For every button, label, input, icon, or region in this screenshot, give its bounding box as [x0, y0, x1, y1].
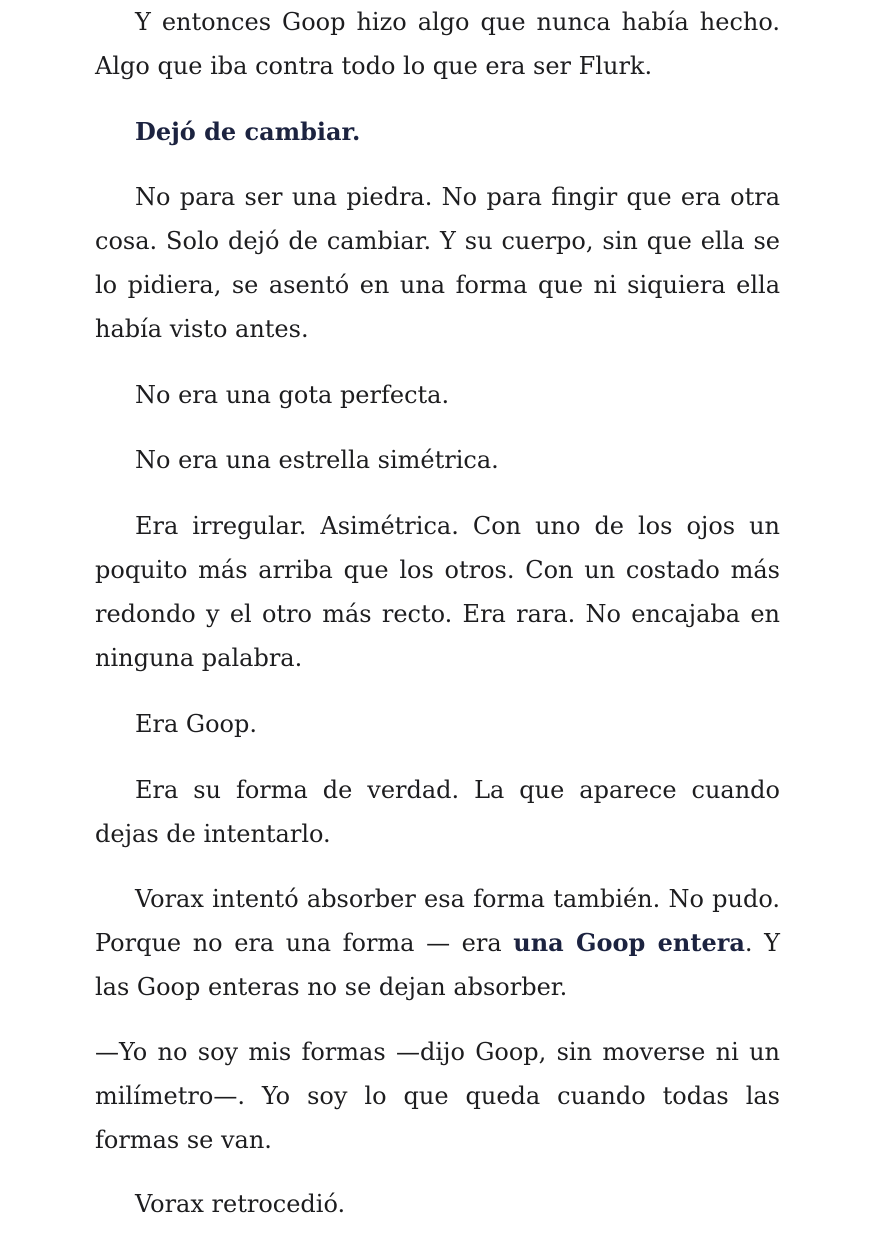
paragraph-9-text-start: Vorax intentó absorber esa forma también. No pudo. Porque no era una forma — era: [95, 885, 780, 957]
paragraph-8: Era su forma de verdad. La que aparece cuando dejas de intentarlo.: [95, 776, 780, 848]
paragraph-3: No para ser una piedra. No para fingir que era otra cosa. Solo dejó de cambiar. Y su cuerpo, sin que ella se lo pidiera, se asentó en una forma que ni siquiera ella había visto antes.: [95, 183, 780, 343]
paragraph-9-bold-phrase: una Goop entera: [513, 928, 745, 957]
paragraph-1: Y entonces Goop hizo algo que nunca había hecho. Algo que iba contra todo lo que era ser Flurk.: [95, 8, 780, 80]
paragraph-2-emphasis: Dejó de cambiar.: [135, 117, 361, 146]
paragraph-5: No era una estrella simétrica.: [135, 446, 499, 474]
paragraph-4: No era una gota perfecta.: [135, 381, 450, 409]
paragraph-9-text-end: . Y las Goop enteras no se dejan absorber.: [95, 929, 780, 1001]
paragraph-7: Era Goop.: [135, 710, 257, 738]
paragraph-11: Vorax retrocedió.: [135, 1190, 346, 1218]
paragraph-10-dialogue: —Yo no soy mis formas —dijo Goop, sin moverse ni un milímetro—. Yo soy lo que queda cuando todas las formas se van.: [95, 1038, 780, 1154]
paragraph-6: Era irregular. Asimétrica. Con uno de los ojos un poquito más arriba que los otros. Con un costado más redondo y el otro más recto. Era rara. No encajaba en ninguna palabra.: [95, 512, 780, 672]
paragraph-9: [95, 877, 780, 1009]
